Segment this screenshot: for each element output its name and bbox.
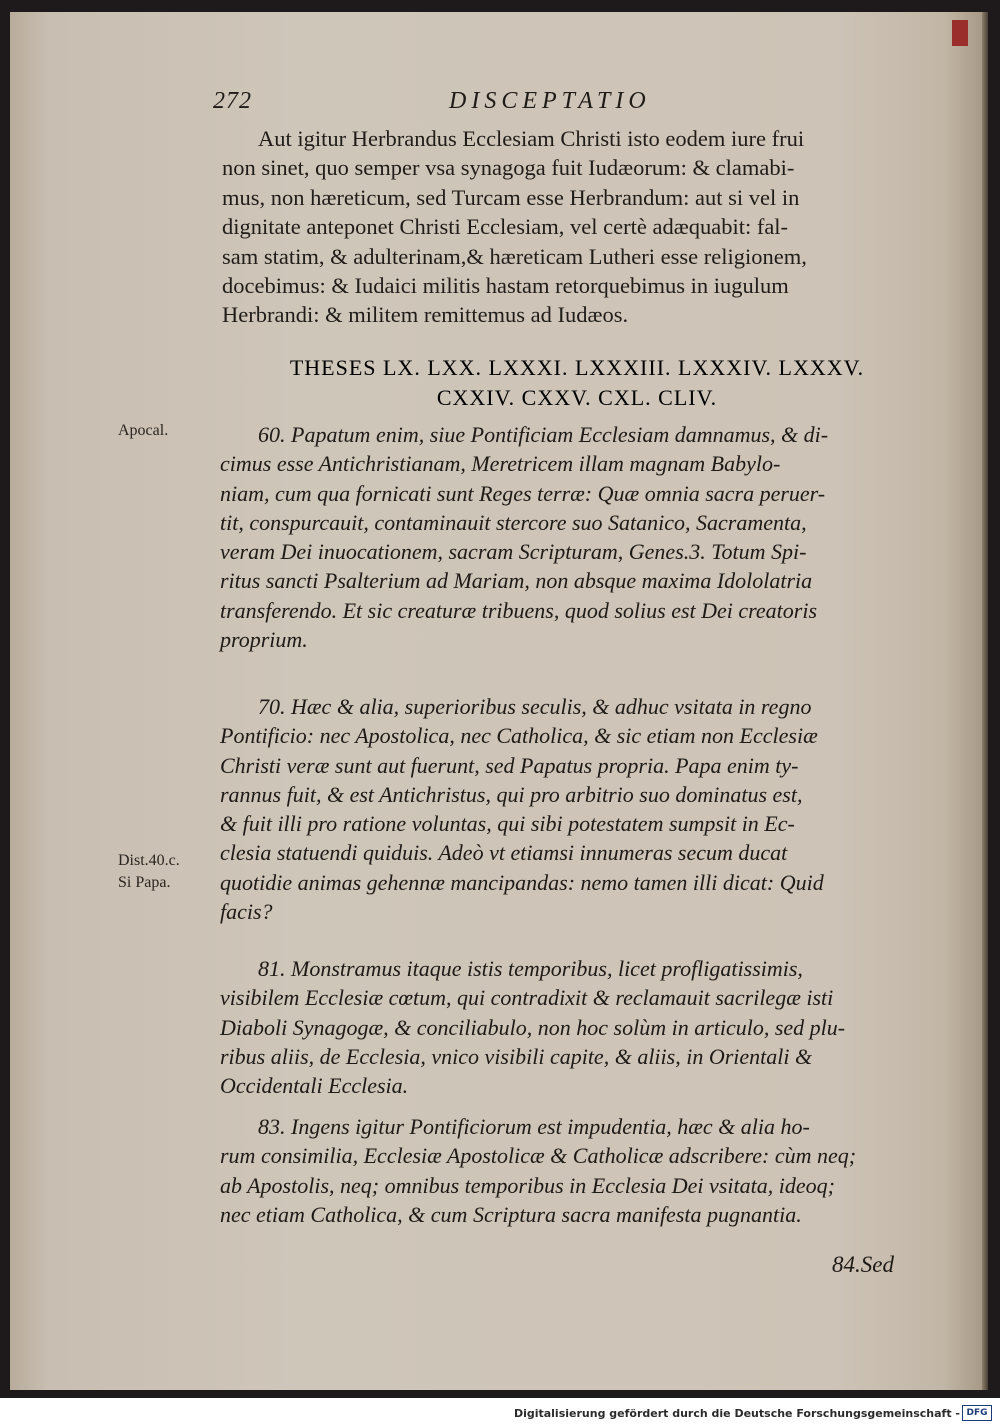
text-line: nec etiam Catholica, & cum Scriptura sacra manifesta pugnantia. xyxy=(220,1201,802,1227)
text-line: Herbrandi: & militem remittemus ad Iudæos. xyxy=(222,302,629,328)
text-line: clesia statuendi quiduis. Adeò vt etiamsi innumeras secum ducat xyxy=(220,840,788,866)
text-line: veram Dei inuocationem, sacram Scripturam, Genes.3. Totum Spi- xyxy=(220,539,807,565)
heading-line: THESES LX. LXX. LXXXI. LXXXIII. LXXXIV. LXXXV. xyxy=(289,355,865,380)
margin-note-dist xyxy=(118,850,180,894)
thesis-81 xyxy=(220,954,934,1100)
text-line: tit, conspurcauit, contaminauit stercore suo Satanico, Sacramenta, xyxy=(220,509,807,535)
margin-note-apocal: Apocal. xyxy=(118,422,169,439)
thesis-83 xyxy=(220,1112,934,1229)
thesis-60 xyxy=(220,420,934,654)
text-line: quotidie animas gehennæ mancipandas: nemo tamen illi dicat: Quid xyxy=(220,869,824,895)
text-line: cimus esse Antichristianam, Meretricem illam magnam Babylo- xyxy=(220,451,781,477)
margin-note-line: Si Papa. xyxy=(118,874,171,891)
text-line: ab Apostolis, neq; omnibus temporibus in Ecclesia Dei vsitata, ideoq; xyxy=(220,1172,835,1198)
text-line: rum consimilia, Ecclesiæ Apostolicæ & Catholicæ adscribere: cùm neq; xyxy=(220,1143,857,1169)
text-line: Diaboli Synagogæ, & conciliabulo, non hoc solùm in articulo, sed plu- xyxy=(220,1014,846,1040)
funding-credit: Digitalisierung gefördert durch die Deutsche Forschungsgemeinschaft - xyxy=(513,1407,960,1420)
text-line: facis? xyxy=(220,899,273,925)
theses-heading xyxy=(222,353,932,413)
running-head-title: DISCEPTATIO xyxy=(449,88,651,114)
text-line: dignitate anteponet Christi Ecclesiam, vel certè adæquabit: fal- xyxy=(222,214,789,240)
page-edge xyxy=(982,12,988,1390)
text-line: 60. Papatum enim, siue Pontificiam Ecclesiam damnamus, & di- xyxy=(258,422,829,447)
catchword: 84.Sed xyxy=(832,1252,894,1277)
text-line: niam, cum qua fornicati sunt Reges terræ: Quæ omnia sacra peruer- xyxy=(220,480,826,506)
text-line: transferendo. Et sic creaturæ tribuens, quod solius est Dei creatoris xyxy=(220,597,818,623)
text-line: 70. Hæc & alia, superioribus seculis, & adhuc vsitata in regno xyxy=(258,694,812,719)
text-line: mus, non hæreticum, sed Turcam esse Herbrandum: aut si vel in xyxy=(222,184,800,210)
text-line: visibilem Ecclesiæ cœtum, qui contradixit & reclamauit sacrilegæ isti xyxy=(220,985,834,1011)
opening-paragraph xyxy=(222,124,932,330)
text-line: & fuit illi pro ratione voluntas, qui sibi potestatem sumpsit in Ec- xyxy=(220,811,795,837)
bookmark-clip xyxy=(952,20,968,46)
text-line: 83. Ingens igitur Pontificiorum est impudentia, hæc & alia ho- xyxy=(258,1114,810,1139)
text-line: ribus aliis, de Ecclesia, vnico visibili capite, & aliis, in Orientali & xyxy=(220,1043,813,1069)
text-line: Aut igitur Herbrandus Ecclesiam Christi isto eodem iure frui xyxy=(258,126,805,151)
thesis-70 xyxy=(220,692,934,926)
running-header xyxy=(213,88,723,115)
dfg-logo: DFG xyxy=(962,1405,992,1421)
page-number: 272 xyxy=(213,88,252,114)
text-line: Christi veræ sunt aut fuerunt, sed Papatus propria. Papa enim ty- xyxy=(220,752,799,778)
margin-note-line: Dist.40.c. xyxy=(118,852,180,869)
text-line: docebimus: & Iudaici militis hastam retorquebimus in iugulum xyxy=(222,273,789,299)
text-line: non sinet, quo semper vsa synagoga fuit Iudæorum: & clamabi- xyxy=(222,155,795,181)
heading-line: CXXIV. CXXV. CXL. CLIV. xyxy=(436,385,718,410)
text-line: Pontificio: nec Apostolica, nec Catholica, & sic etiam non Ecclesiæ xyxy=(220,723,818,749)
text-line: rannus fuit, & est Antichristus, qui pro arbitrio suo dominatus est, xyxy=(220,781,803,807)
text-line: proprium. xyxy=(220,627,308,653)
text-line: ritus sancti Psalterium ad Mariam, non absque maxima Idololatria xyxy=(220,568,813,594)
text-line: 81. Monstramus itaque istis temporibus, licet profligatissimis, xyxy=(258,956,803,981)
text-line: sam statim, & adulterinam,& hæreticam Lutheri esse religionem, xyxy=(222,243,807,269)
text-line: Occidentali Ecclesia. xyxy=(220,1073,409,1099)
